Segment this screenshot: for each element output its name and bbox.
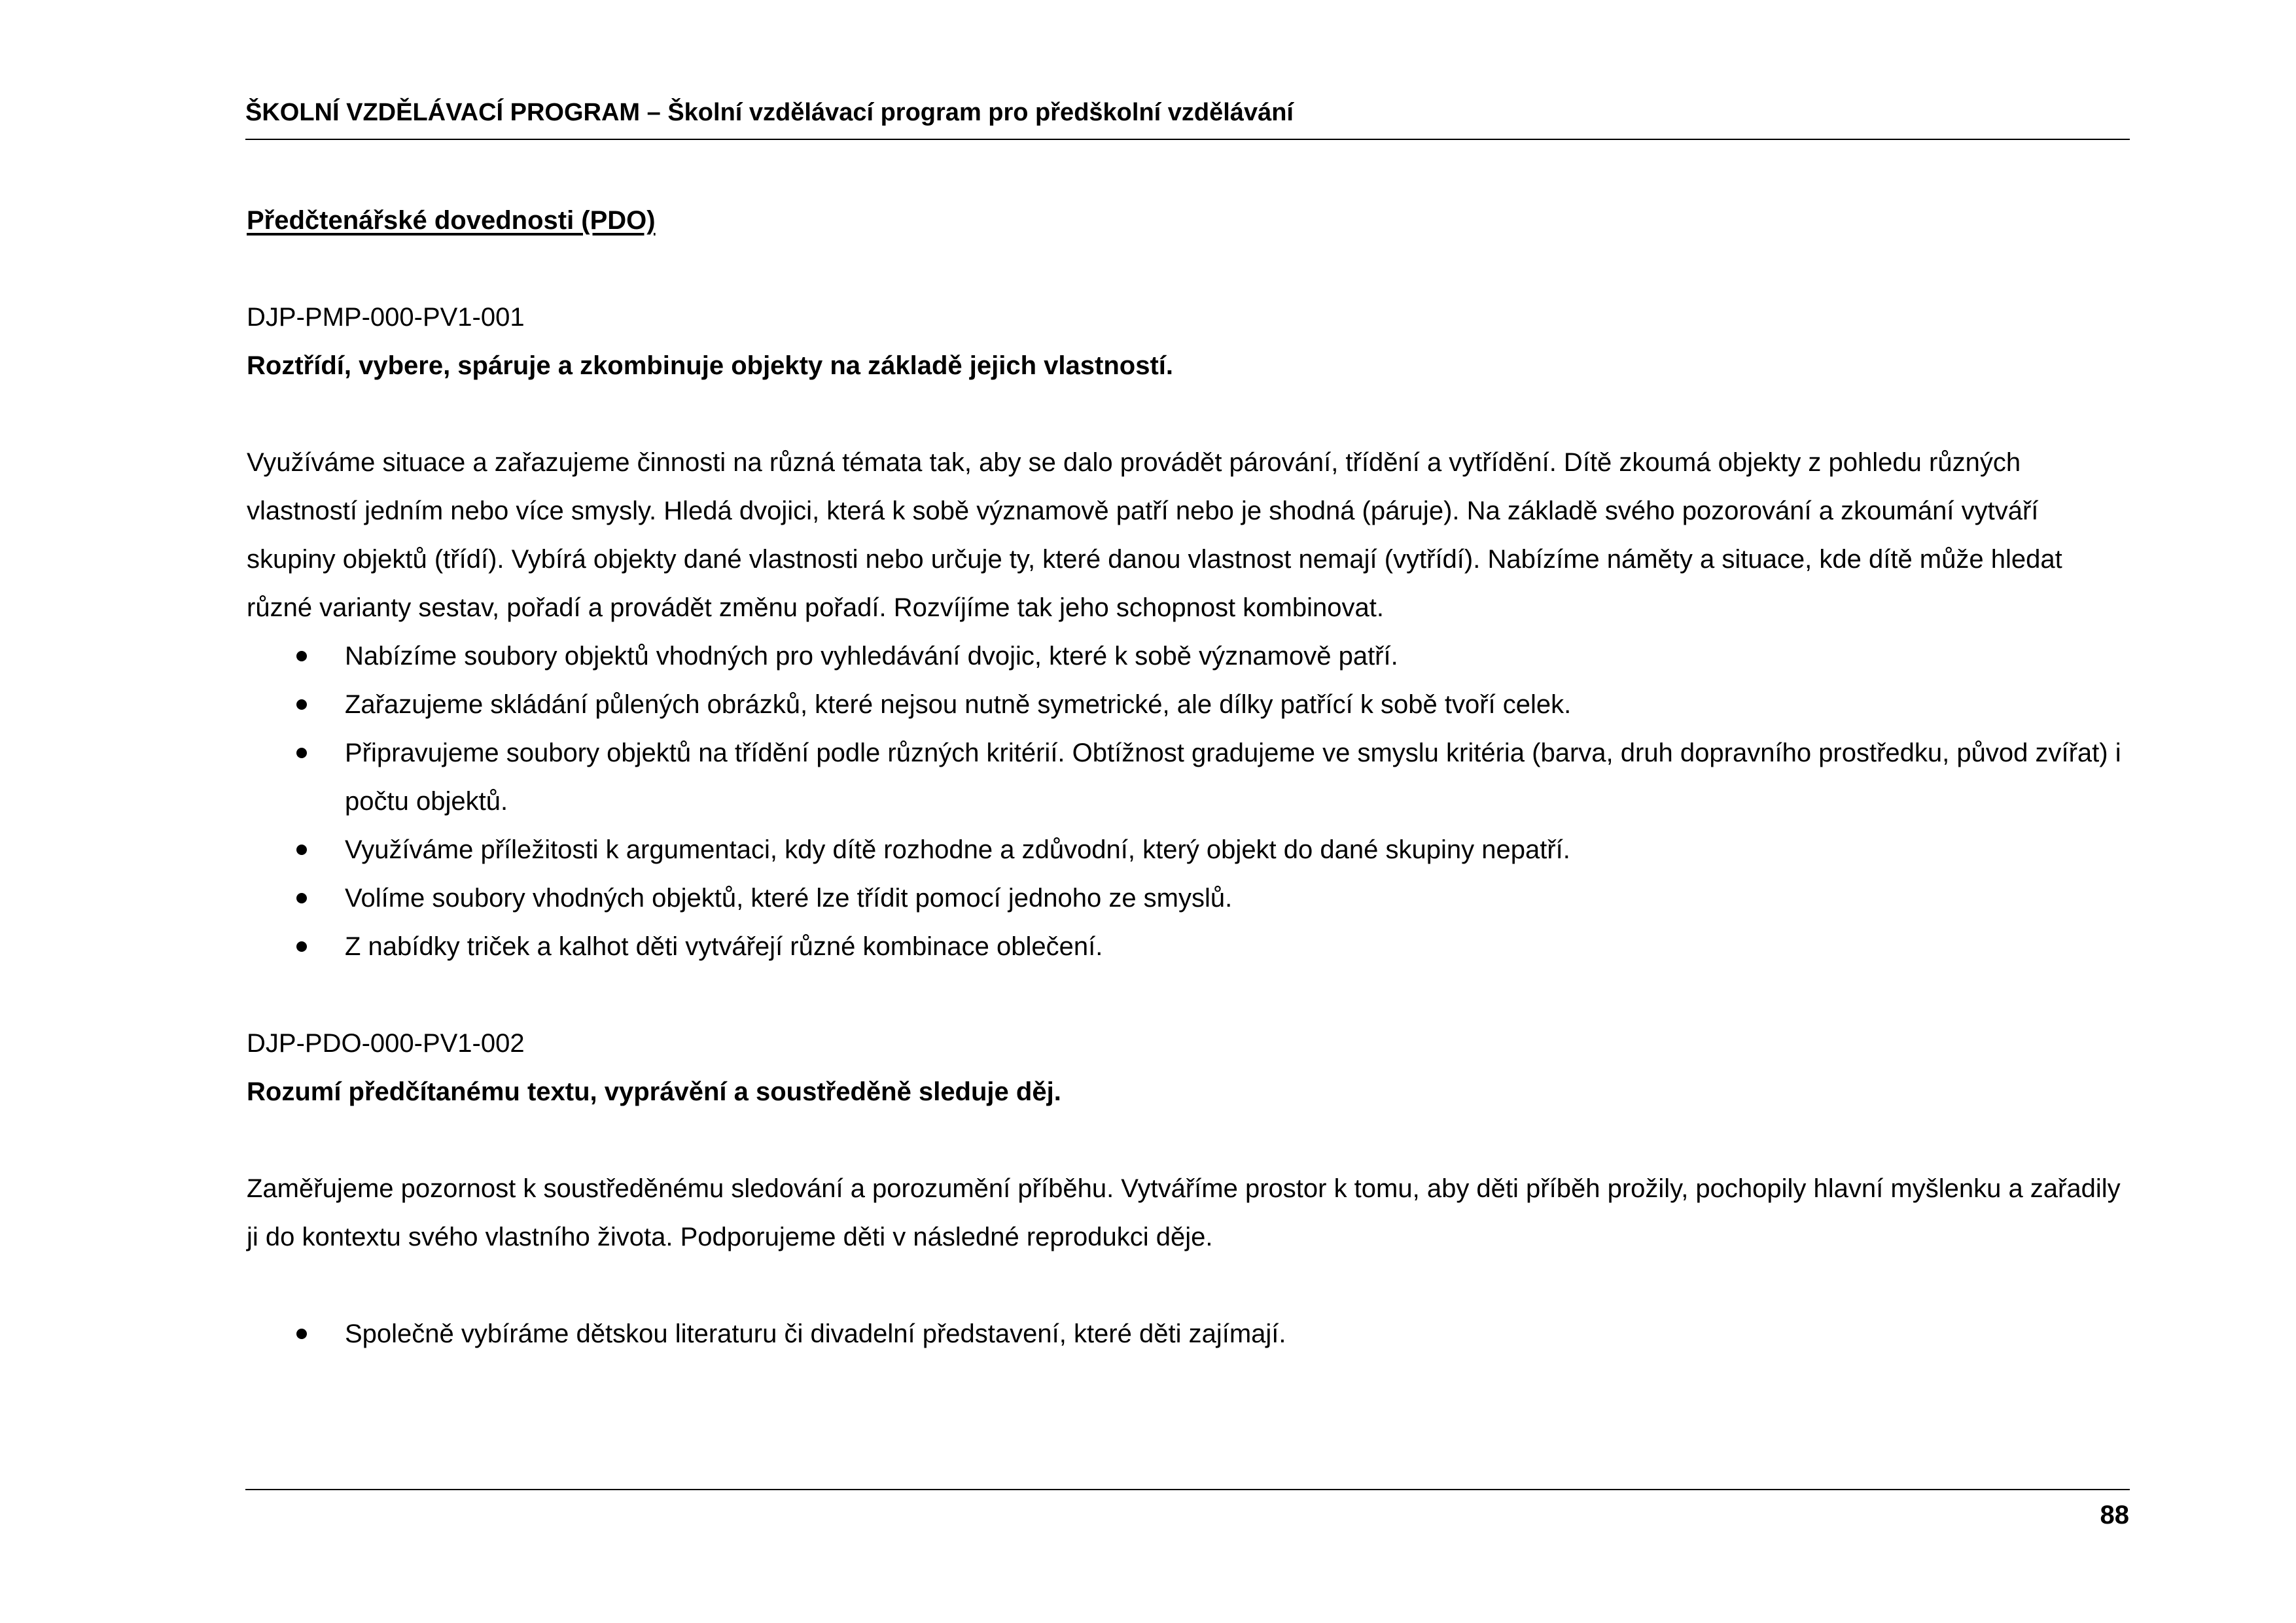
outcome-description: Využíváme situace a zařazujeme činnosti na různá témata tak, aby se dalo provádět párování, třídění a vytřídění. Dítě zkoumá objekty z pohledu různých vlastností jedním nebo více smysly. Hledá dvojici, která k sobě významově patří nebo je shodná (páruje). Na základě svého pozorování a zkoumání vytváří skupiny objektů (třídí). Vybírá objekty dané vlastnosti nebo určuje ty, které danou vlastnost nemají (vytřídí). Nabízíme náměty a situace, kde dítě může hledat různé varianty sestav, pořadí a provádět změnu pořadí. Rozvíjíme tak jeho schopnost kombinovat. <box>247 448 2062 622</box>
outcome-block <box>247 1019 2128 1358</box>
list-item-text: Připravujeme soubory objektů na třídění podle různých kritérií. Obtížnost gradujeme ve smyslu kritéria (barva, druh dopravního prostředku, původ zvířat) i počtu objektů. <box>345 739 2121 816</box>
bullet-icon <box>296 651 307 661</box>
outcome-goal: Roztřídí, vybere, spáruje a zkombinuje objekty na základě jejich vlastností. <box>247 351 1173 380</box>
list-item-text: Zařazujeme skládání půlených obrázků, které nejsou nutně symetrické, ale dílky patřící k sobě tvoří celek. <box>345 690 1572 719</box>
page-number: 88 <box>2100 1501 2129 1529</box>
footer-divider <box>245 1489 2130 1490</box>
spacer <box>247 1261 2128 1310</box>
outcome-block <box>247 293 2128 971</box>
document-body <box>247 196 2128 1358</box>
bullet-icon <box>296 699 307 710</box>
activity-list <box>247 1310 2128 1358</box>
spacer <box>247 1116 2128 1164</box>
spacer <box>247 245 2128 293</box>
outcome-code: DJP-PMP-000-PV1-001 <box>247 303 525 332</box>
list-item-text: Z nabídky triček a kalhot děti vytvářejí různé kombinace oblečení. <box>345 932 1103 961</box>
list-item <box>247 874 2128 922</box>
list-item <box>247 680 2128 729</box>
list-item-text: Využíváme příležitosti k argumentaci, kdy dítě rozhodne a zdůvodní, který objekt do dané skupiny nepatří. <box>345 835 1570 864</box>
activity-list <box>247 632 2128 971</box>
spacer <box>247 971 2128 1019</box>
section-title: Předčtenářské dovednosti (PDO) <box>247 206 656 235</box>
list-item-text: Společně vybíráme dětskou literaturu či divadelní představení, které děti zajímají. <box>345 1319 1286 1348</box>
list-item-text: Volíme soubory vhodných objektů, které lze třídit pomocí jednoho ze smyslů. <box>345 884 1233 913</box>
list-item <box>247 826 2128 874</box>
outcome-description: Zaměřujeme pozornost k soustředěnému sledování a porozumění příběhu. Vytváříme prostor k tomu, aby děti příběh prožily, pochopily hlavní myšlenku a zařadily ji do kontextu svého vlastního života. Podporujeme děti v následné reprodukci děje. <box>247 1174 2121 1251</box>
list-item <box>247 729 2128 826</box>
bullet-icon <box>296 1329 307 1339</box>
list-item <box>247 922 2128 971</box>
list-item <box>247 632 2128 680</box>
bullet-icon <box>296 893 307 903</box>
bullet-icon <box>296 748 307 758</box>
header-divider <box>245 139 2130 140</box>
bullet-icon <box>296 941 307 952</box>
list-item <box>247 1310 2128 1358</box>
spacer <box>247 390 2128 438</box>
page-header: ŠKOLNÍ VZDĚLÁVACÍ PROGRAM – Školní vzdělávací program pro předškolní vzdělávání <box>245 99 1294 126</box>
outcome-code: DJP-PDO-000-PV1-002 <box>247 1029 525 1058</box>
bullet-icon <box>296 845 307 855</box>
list-item-text: Nabízíme soubory objektů vhodných pro vyhledávání dvojic, které k sobě významově patří. <box>345 642 1398 671</box>
outcome-goal: Rozumí předčítanému textu, vyprávění a soustředěně sleduje děj. <box>247 1077 1061 1106</box>
